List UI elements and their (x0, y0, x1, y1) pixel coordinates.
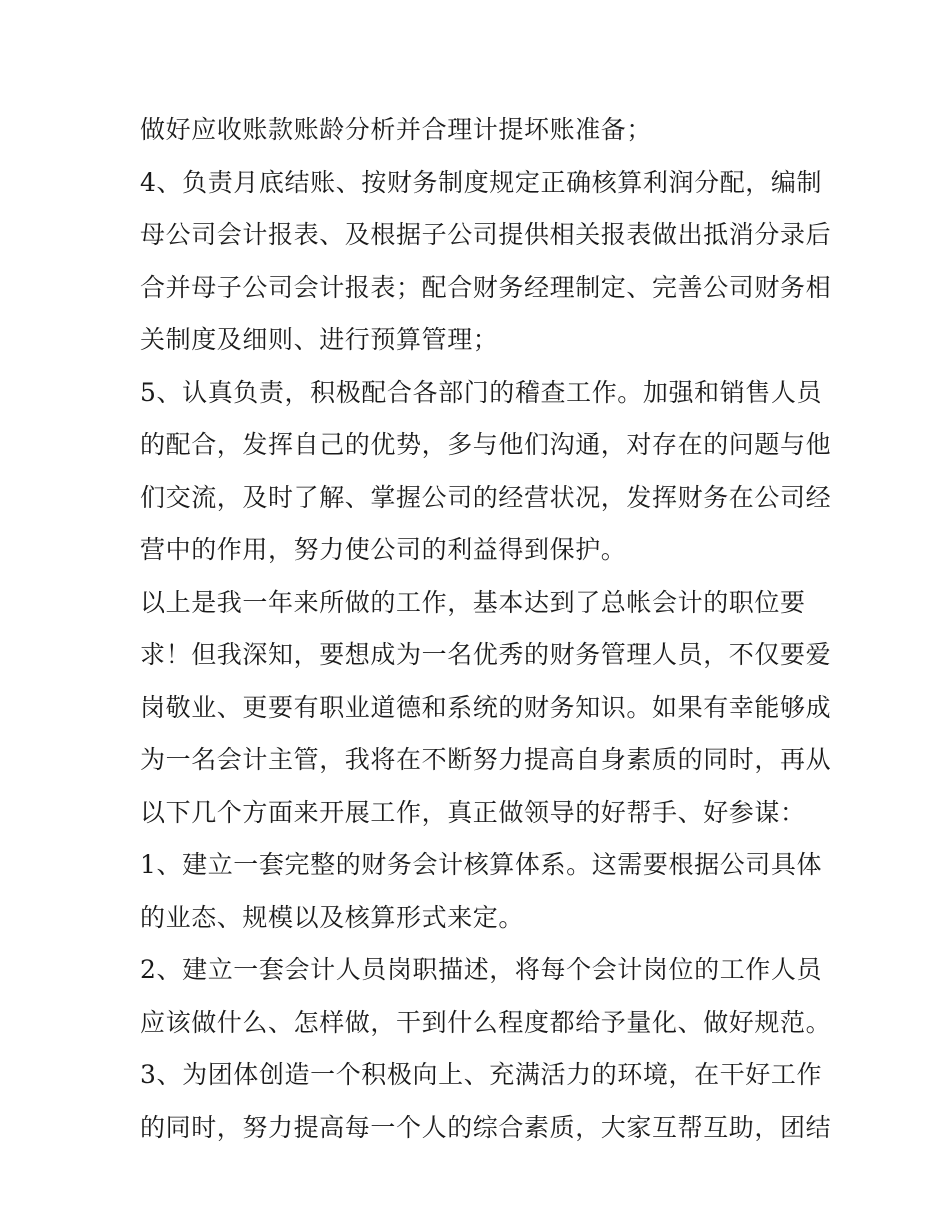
text-line: 应该做什么、怎样做，干到什么程度都给予量化、做好规范。 (140, 1007, 832, 1037)
text-line: 以上是我一年来所做的工作，基本达到了总帐会计的职位要 (140, 587, 806, 617)
text-line: 1、建立一套完整的财务会计核算体系。这需要根据公司具体 (140, 850, 823, 879)
text-line: 3、为团体创造一个积极向上、充满活力的环境，在干好工作 (140, 1060, 823, 1089)
text-line: 们交流，及时了解、掌握公司的经营状况，发挥财务在公司经 (140, 482, 832, 512)
text-line: 的配合，发挥自己的优势，多与他们沟通，对存在的问题与他 (140, 430, 832, 459)
text-line: 合并母子公司会计报表；配合财务经理制定、完善公司财务相 (140, 272, 832, 302)
text-line: 做好应收账款账龄分析并合理计提坏账准备； (140, 115, 653, 144)
text-line: 营中的作用，努力使公司的利益得到保护。 (140, 535, 627, 564)
text-line: 以下几个方面来开展工作，真正做领导的好帮手、好参谋： (140, 797, 806, 827)
text-line: 的业态、规模以及核算形式来定。 (140, 902, 525, 932)
text-line: 为一名会计主管，我将在不断努力提高自身素质的同时，再从 (140, 745, 832, 774)
text-line: 4、负责月底结账、按财务制度规定正确核算利润分配，编制 (140, 167, 823, 197)
text-line: 关制度及细则、进行预算管理； (140, 325, 499, 354)
document-body (140, 104, 830, 1154)
text-line: 5、认真负责，积极配合各部门的稽查工作。加强和销售人员 (140, 377, 823, 407)
text-line: 岗敬业、更要有职业道德和系统的财务知识。如果有幸能够成 (140, 692, 832, 722)
text-line: 母公司会计报表、及根据子公司提供相关报表做出抵消分录后 (140, 220, 832, 249)
text-line: 的同时，努力提高每一个人的综合素质，大家互帮互助，团结 (140, 1112, 832, 1142)
text-line: 2、建立一套会计人员岗职描述，将每个会计岗位的工作人员 (140, 955, 823, 984)
text-line: 求！但我深知，要想成为一名优秀的财务管理人员，不仅要爱 (140, 640, 832, 669)
